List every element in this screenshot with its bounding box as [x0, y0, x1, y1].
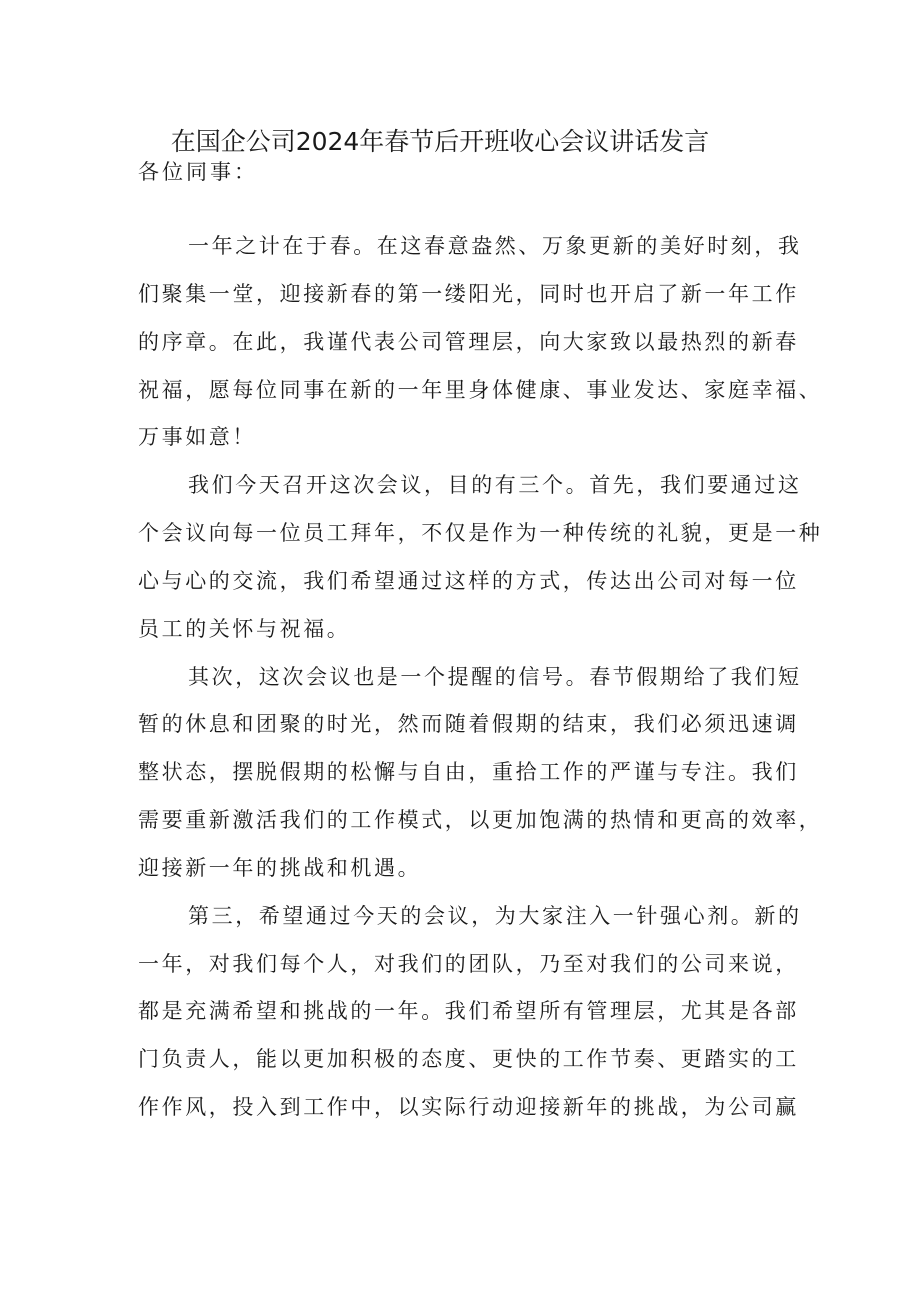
paragraph-line: 一年之计在于春。在这春意盎然、万象更新的美好时刻，我	[188, 234, 802, 258]
paragraph-line: 万事如意！	[138, 425, 256, 449]
paragraph-line: 个会议向每一位员工拜年，不仅是作为一种传统的礼貌，更是一种	[138, 521, 823, 545]
paragraph-line: 祝福，愿每位同事在新的一年里身体健康、事业发达、家庭幸福、	[138, 378, 823, 402]
paragraph-line: 迎接新一年的挑战和机遇。	[138, 856, 422, 880]
paragraph-line: 整状态，摆脱假期的松懈与自由，重拾工作的严谨与专注。我们	[138, 760, 799, 784]
paragraph-line: 员工的关怀与祝福。	[138, 617, 351, 641]
document-title: 在国企公司2024年春节后开班收心会议讲话发言	[170, 127, 710, 156]
paragraph-line: 需要重新激活我们的工作模式，以更加饱满的热情和更高的效率，	[138, 808, 823, 832]
paragraph-line: 第三，希望通过今天的会议，为大家注入一针强心剂。新的	[188, 904, 802, 928]
paragraph-line: 心与心的交流，我们希望通过这样的方式，传达出公司对每一位	[138, 569, 799, 593]
paragraph-line: 都是充满希望和挑战的一年。我们希望所有管理层，尤其是各部	[138, 999, 799, 1023]
paragraph-line: 们聚集一堂，迎接新春的第一缕阳光，同时也开启了新一年工作	[138, 282, 799, 306]
paragraph-line: 我们今天召开这次会议，目的有三个。首先，我们要通过这	[188, 473, 802, 497]
salutation: 各位同事：	[138, 160, 258, 184]
paragraph-line: 一年，对我们每个人，对我们的团队，乃至对我们的公司来说，	[138, 952, 799, 976]
paragraph-line: 作作风，投入到工作中，以实际行动迎接新年的挑战，为公司赢	[138, 1095, 799, 1119]
paragraph-line: 门负责人，能以更加积极的态度、更快的工作节奏、更踏实的工	[138, 1047, 799, 1071]
paragraph-line: 的序章。在此，我谨代表公司管理层，向大家致以最热烈的新春	[138, 330, 799, 354]
paragraph-line: 暂的休息和团聚的时光，然而随着假期的结束，我们必须迅速调	[138, 712, 799, 736]
paragraph-line: 其次，这次会议也是一个提醒的信号。春节假期给了我们短	[188, 665, 802, 689]
